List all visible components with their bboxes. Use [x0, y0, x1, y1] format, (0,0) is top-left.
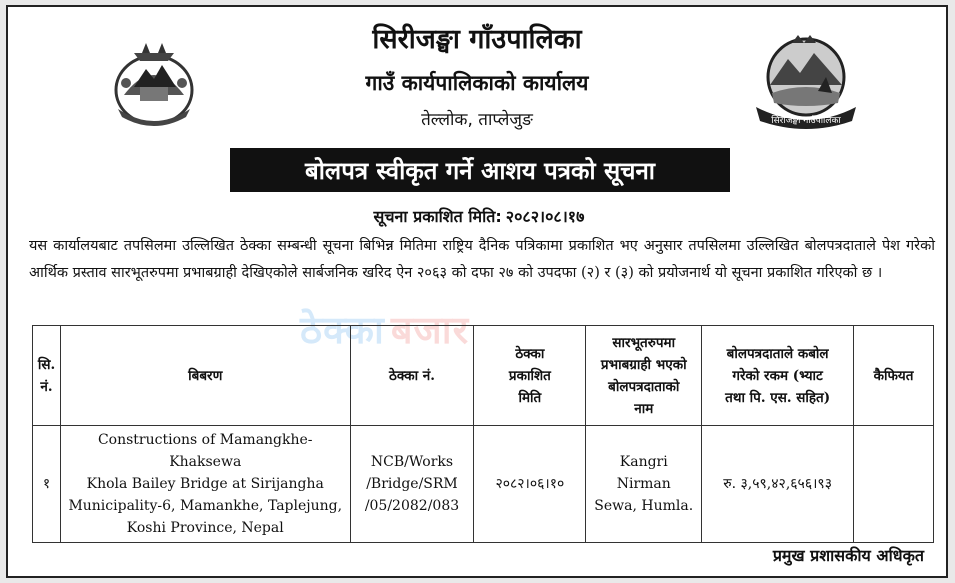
cell-bidder: Kangri Nirman Sewa, Humla. — [586, 426, 702, 543]
publication-label: सूचना प्रकाशित मिति: — [373, 207, 502, 226]
cell-published-date: २०८२।०६।१० — [474, 426, 586, 543]
notice-body: यस कार्यालयबाट तपसिलमा उल्लिखित ठेक्का सम्बन्धी सूचना बिभिन्न मितिमा राष्ट्रिय दैनिक पत्रिकामा प्रकाशित भए अनुसार तपसिलमा उल्लिखित बोलपत्रदाताले पेश गरेको आर्थिक प्रस्ताव सारभूतरुपमा प्रभाबग्राही देखिएकोले सार्बजनिक खरिद ऐन २०६३ को दफा २७ को उपदफा (२) र (३) को प्रयोजनार्थ यो सूचना प्रकाशित गरिएको छ । — [29, 238, 935, 281]
cell-description: Constructions of Mamangkhe-Khaksewa Khola Bailey Bridge at Sirijangha Municipality-6, Mamankhe, Taplejung, Koshi Province, Nepal — [60, 426, 350, 543]
header-bidder: सारभूतरुपमा प्रभाबग्राही भएको बोलपत्रदाताको नाम — [586, 326, 702, 426]
bid-table — [32, 325, 934, 543]
cell-contract-no: NCB/Works /Bridge/SRM /05/2082/083 — [350, 426, 474, 543]
header-sn: सि. नं. — [33, 326, 61, 426]
cell-sn: १ — [33, 426, 61, 543]
header-contract-no: ठेक्का नं. — [350, 326, 474, 426]
cell-amount: रु. ३,५९,४२,६५६।९३ — [702, 426, 854, 543]
notice-title-banner — [230, 148, 730, 192]
watermark-part1: ठेक्का — [300, 308, 385, 352]
header-remarks: कैफियत — [854, 326, 934, 426]
cell-remarks — [854, 426, 934, 543]
signatory-designation: प्रमुख प्रशासकीय अधिकृत — [772, 546, 924, 565]
header-description: बिबरण — [60, 326, 350, 426]
municipality-name: सिरीजङ्घा गाँउपालिका — [372, 24, 582, 55]
office-name: गाउँ कार्यपालिकाको कार्यालय — [365, 71, 589, 95]
header-amount: बोलपत्रदाताले कबोल गरेको रकम (भ्याट तथा पि. एस. सहित) — [702, 326, 854, 426]
publication-date-line — [8, 205, 946, 227]
logo-caption: सिरीजङ्घा गाउँपालिका — [771, 116, 841, 126]
office-location: तेल्लोक, ताप्लेजुङ — [421, 110, 533, 130]
watermark-part2: बजार — [390, 308, 470, 352]
notice-title: बोलपत्र स्वीकृत गर्ने आशय पत्रको सूचना — [305, 156, 655, 185]
notice-frame — [6, 5, 948, 578]
publication-date: २०८२।०८।१७ — [505, 207, 585, 226]
table-row — [33, 426, 934, 543]
table-header-row — [33, 326, 934, 426]
header-published-date: ठेक्का प्रकाशित मिति — [474, 326, 586, 426]
